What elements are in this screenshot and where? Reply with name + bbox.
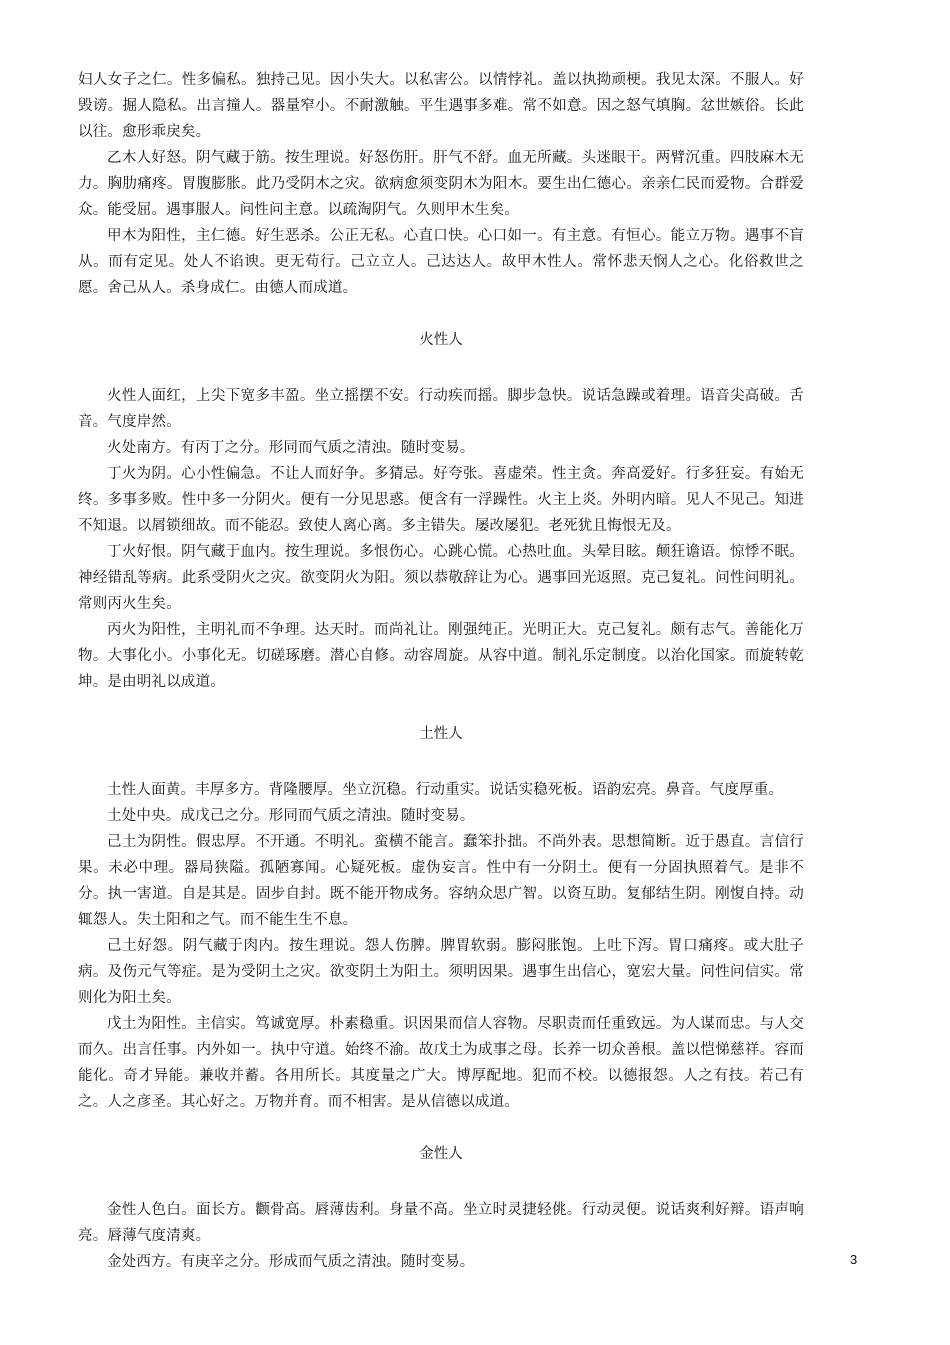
section-heading-fire: 火性人 [419,332,463,348]
page-number: 3 [850,1252,858,1267]
paragraph: 己土为阴性。假忠厚。不开通。不明礼。蛮横不能言。蠢笨扑拙。不尚外表。思想简断。近于愚直。言信行果。未必中理。器局狭隘。孤陋寡闻。心疑死板。虚伪妄言。性中有一分阴土。便有一分固执照着气。是非不分。执一害道。自是其是。固步自封。既不能开物成务。容纳众思广智。以资互助。复郁结生阴。刚愎自持。动辄怨人。失土阳和之气。而不能生生不息。 [78,834,804,928]
paragraph: 戊土为阳性。主信实。笃诚宽厚。朴素稳重。识因果而信人容物。尽职责而任重致远。为人谋而忠。与人交而久。出言任事。内外如一。执中守道。始终不渝。故戊土为成事之母。长养一切众善根。盖以恺悌慈祥。容而能化。奇才异能。兼收并蓄。各用所长。其度量之广大。博厚配地。犯而不校。以德报怨。人之有技。若己有之。人之彦圣。其心好之。万物并育。而不相害。是从信德以成道。 [78,1016,804,1110]
paragraph: 火处南方。有丙丁之分。形同而气质之清浊。随时变易。 [107,440,475,456]
paragraph: 土处中央。成戊己之分。形同而气质之清浊。随时变易。 [107,808,475,824]
paragraph: 丙火为阳性，主明礼而不争理。达天时。而尚礼让。刚强纯正。光明正大。克己复礼。颇有志气。善能化万物。大事化小。小事化无。切磋琢磨。潜心自修。动容周旋。从容中道。制礼乐定制度。以治化国家。而旋转乾坤。是由明礼以成道。 [78,622,804,690]
paragraph: 甲木为阳性，主仁德。好生恶杀。公正无私。心直口快。心口如一。有主意。有恒心。能立万物。遇事不盲从。而有定见。处人不谄谀。更无苟行。己立立人。己达达人。故甲木性人。常怀悲天悯人之心。化俗救世之愿。舍己从人。杀身成仁。由德人而成道。 [78,228,804,296]
paragraph: 丁火为阴。心小性偏急。不让人而好争。多猜忌。好夸张。喜虚荣。性主贪。奔高爱好。行多狂妄。有始无终。多事多败。性中多一分阴火。便有一分见思惑。便含有一浮躁性。火主上炎。外明内暗。见人不见己。知进不知退。以屑锁细故。而不能忍。致使人离心离。多主错失。屡改屡犯。老死犹且悔恨无及。 [78,466,804,534]
paragraph: 火性人面红，上尖下宽多丰盈。坐立摇摆不安。行动疾而摇。脚步急快。说话急躁或着理。语音尖高破。舌音。气度岸然。 [78,388,804,430]
paragraph: 丁火好恨。阴气藏于血内。按生理说。多恨伤心。心跳心慌。心热吐血。头晕目眩。颠狂谵语。惊悸不眠。神经错乱等病。此系受阴火之灾。欲变阴火为阳。须以恭敬辞让为心。遇事回光返照。克己复礼。问性问明礼。常则丙火生矣。 [78,544,804,612]
paragraph: 己土好怨。阴气藏于肉内。按生理说。怨人伤脾。脾胃软弱。膨闷胀饱。上吐下泻。胃口痛疼。或大肚子病。及伤元气等症。是为受阴土之灾。欲变阴土为阳土。须明因果。遇事生出信心，宽宏大量。问性问信实。常则化为阳土矣。 [78,938,804,1006]
section-heading-metal: 金性人 [419,1146,463,1162]
paragraph: 乙木人好怒。阴气藏于筋。按生理说。好怒伤肝。肝气不舒。血无所藏。头迷眼干。两臂沉重。四肢麻木无力。胸肋痛疼。胃腹膨胀。此乃受阴木之灾。欲病愈须变阴木为阳木。要生出仁德心。亲亲仁民而爱物。合群爱众。能受屈。遇事服人。问性问主意。以疏淘阴气。久则甲木生矣。 [78,150,804,218]
paragraph: 妇人女子之仁。性多偏私。独持己见。因小失大。以私害公。以情悖礼。盖以执拗顽梗。我见太深。不服人。好毁谤。掘人隐私。出言撞人。器量窄小。不耐激触。平生遇事多难。常不如意。因之怒气填胸。忿世嫉俗。长此以往。愈形乖戾矣。 [78,72,804,140]
paragraph: 土性人面黄。丰厚多方。背隆腰厚。坐立沉稳。行动重实。说话实稳死板。语韵宏亮。鼻音。气度厚重。 [107,782,784,798]
paragraph: 金处西方。有庚辛之分。形成而气质之清浊。随时变易。 [107,1254,475,1270]
section-heading-earth: 土性人 [419,726,463,742]
paragraph: 金性人色白。面长方。颧骨高。唇薄齿利。身量不高。坐立时灵捷轻佻。行动灵便。说话爽利好辩。语声响亮。唇薄气度清爽。 [78,1202,804,1244]
page-body [78,67,804,1275]
